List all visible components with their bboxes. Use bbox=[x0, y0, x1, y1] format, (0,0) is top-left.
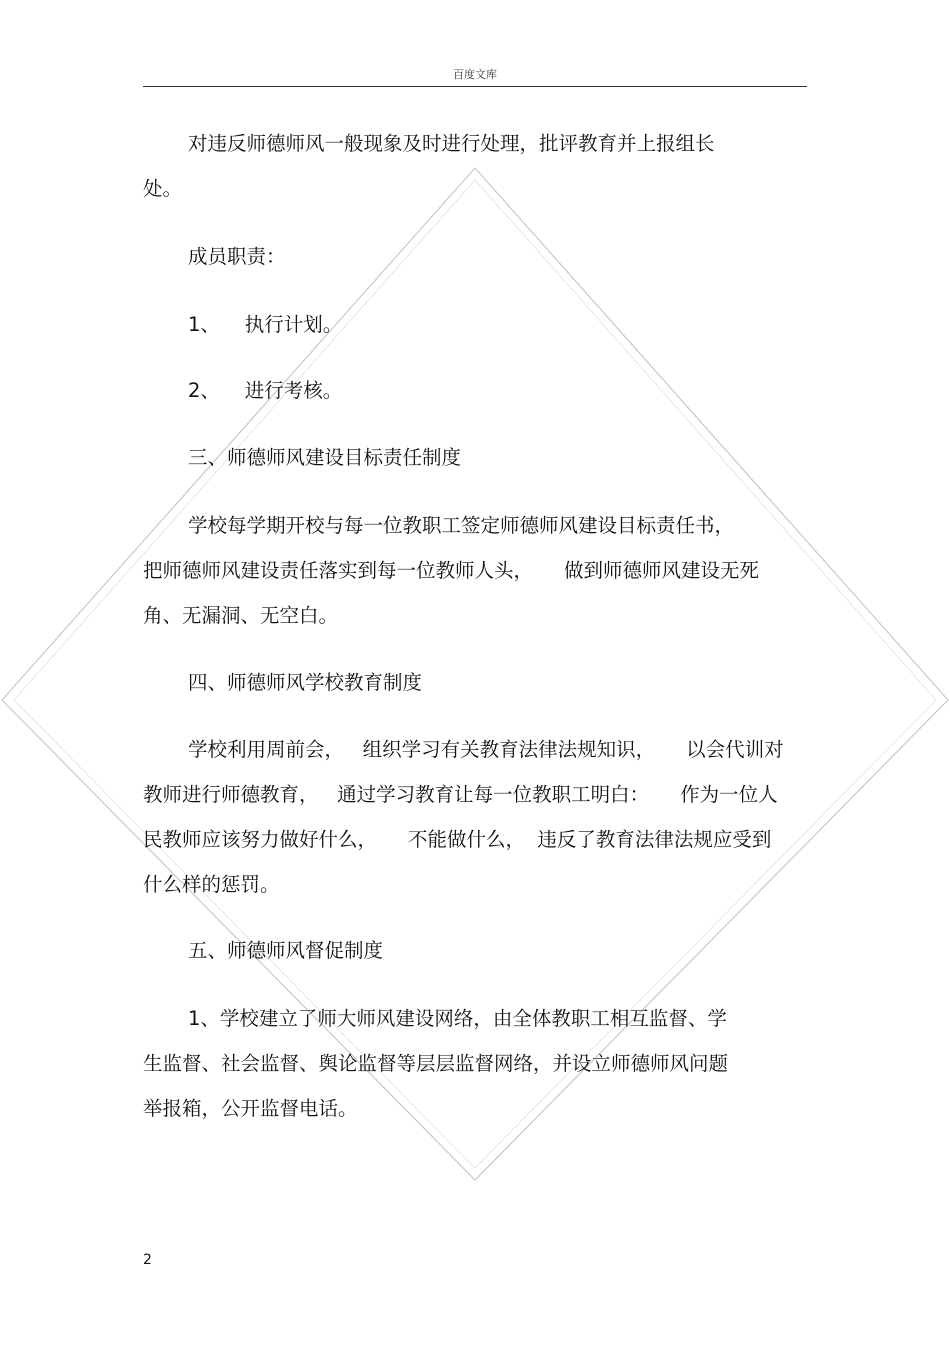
paragraph-10-line-1: 1、学校建立了师大师风建设网络，由全体教职工相互监督、学 bbox=[188, 1007, 727, 1030]
paragraph-8-line-1: 学校利用周前会， 组织学习有关教育法律法规知识， 以会代训对 bbox=[188, 738, 784, 761]
paragraph-1-line-1: 对违反师德师风一般现象及时进行处理，批评教育并上报组长 bbox=[188, 132, 715, 155]
paragraph-6-line-1: 学校每学期开校与每一位教职工签定师德师风建设目标责任书， bbox=[188, 514, 735, 537]
page-header-title: 百度文库 bbox=[453, 68, 497, 81]
paragraph-10-line-3: 举报箱，公开监督电话。 bbox=[143, 1097, 358, 1120]
paragraph-8-line-3: 民教师应该努力做好什么， 不能做什么， 违反了教育法律法规应受到 bbox=[143, 828, 772, 851]
section-heading-3: 三、师德师风建设目标责任制度 bbox=[188, 446, 462, 469]
section-heading-5: 五、师德师风督促制度 bbox=[188, 939, 384, 962]
paragraph-10-line-2: 生监督、社会监督、舆论监督等层层监督网络，并设立师德师风问题 bbox=[143, 1052, 729, 1075]
section-heading-4: 四、师德师风学校教育制度 bbox=[188, 671, 423, 694]
list-item-1: 1、 执行计划。 bbox=[188, 313, 343, 336]
paragraph-8-line-2: 教师进行师德教育， 通过学习教育让每一位教职工明白： 作为一位人 bbox=[143, 783, 778, 806]
list-item-2: 2、 进行考核。 bbox=[188, 379, 343, 402]
header-divider bbox=[143, 86, 807, 87]
paragraph-1-line-2: 处。 bbox=[143, 177, 183, 200]
paragraph-8-line-4: 什么样的惩罚。 bbox=[143, 873, 280, 896]
paragraph-2-line-1: 成员职责： bbox=[188, 245, 286, 268]
page-number: 2 bbox=[143, 1252, 152, 1268]
paragraph-6-line-2: 把师德师风建设责任落实到每一位教师人头， 做到师德师风建设无死 bbox=[143, 559, 759, 582]
paragraph-6-line-3: 角、无漏洞、无空白。 bbox=[143, 604, 339, 627]
